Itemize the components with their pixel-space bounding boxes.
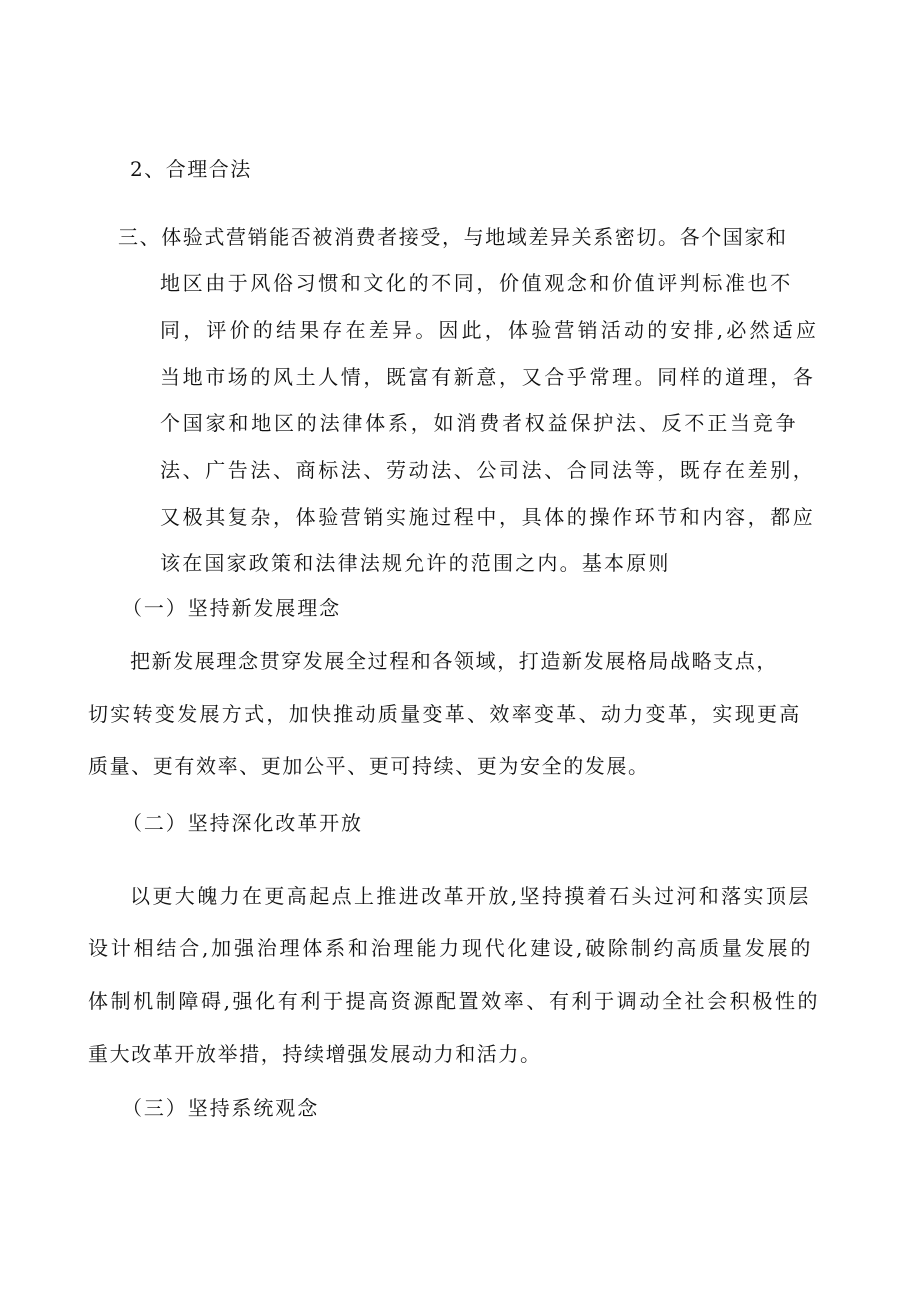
section-heading: （三）坚持系统观念 (122, 1096, 320, 1120)
section-heading: （二）坚持深化改革开放 (122, 811, 363, 835)
paragraph-line: 个国家和地区的法律体系，如消费者权益保护法、反不正当竞争 (160, 411, 799, 435)
paragraph-line: 该在国家政策和法律法规允许的范围之内。基本原则 (160, 551, 671, 575)
paragraph-line: 同，评价的结果存在差异。因此，体验营销活动的安排,必然适应 (160, 318, 820, 342)
paragraph-line: 法、广告法、商标法、劳动法、公司法、合同法等，既存在差别， (160, 458, 816, 482)
paragraph-line: 以更大魄力在更高起点上推进改革开放,坚持摸着石头过河和落实顶层 (130, 884, 811, 908)
paragraph-line: 三、体验式营销能否被消费者接受，与地域差异关系密切。各个国家和 (118, 225, 788, 249)
paragraph-line: 体制机制障碍,强化有利于提高资源配置效率、有利于调动全社会积极性的 (88, 989, 821, 1013)
paragraph-line: 切实转变发展方式，加快推动质量变革、效率变革、动力变革，实现更高 (88, 702, 802, 726)
paragraph-line: 当地市场的风土人情，既富有新意，又合乎常理。同样的道理，各 (160, 365, 816, 389)
paragraph-line: 把新发展理念贯穿发展全过程和各领域，打造新发展格局战略支点， (130, 649, 778, 673)
paragraph-line: 又极其复杂，体验营销实施过程中，具体的操作环节和内容，都应 (160, 505, 816, 529)
paragraph-line: 地区由于风俗习惯和文化的不同，价值观念和价值评判标准也不 (160, 271, 793, 295)
paragraph-line: 设计相结合,加强治理体系和治理能力现代化建设,破除制约高质量发展的 (88, 936, 814, 960)
section-heading: （一）坚持新发展理念 (122, 596, 341, 620)
paragraph-line: 重大改革开放举措，持续增强发展动力和活力。 (88, 1042, 542, 1066)
paragraph-line: 质量、更有效率、更加公平、更可持续、更为安全的发展。 (88, 754, 650, 778)
list-item-2: 2、合理合法 (130, 157, 252, 181)
